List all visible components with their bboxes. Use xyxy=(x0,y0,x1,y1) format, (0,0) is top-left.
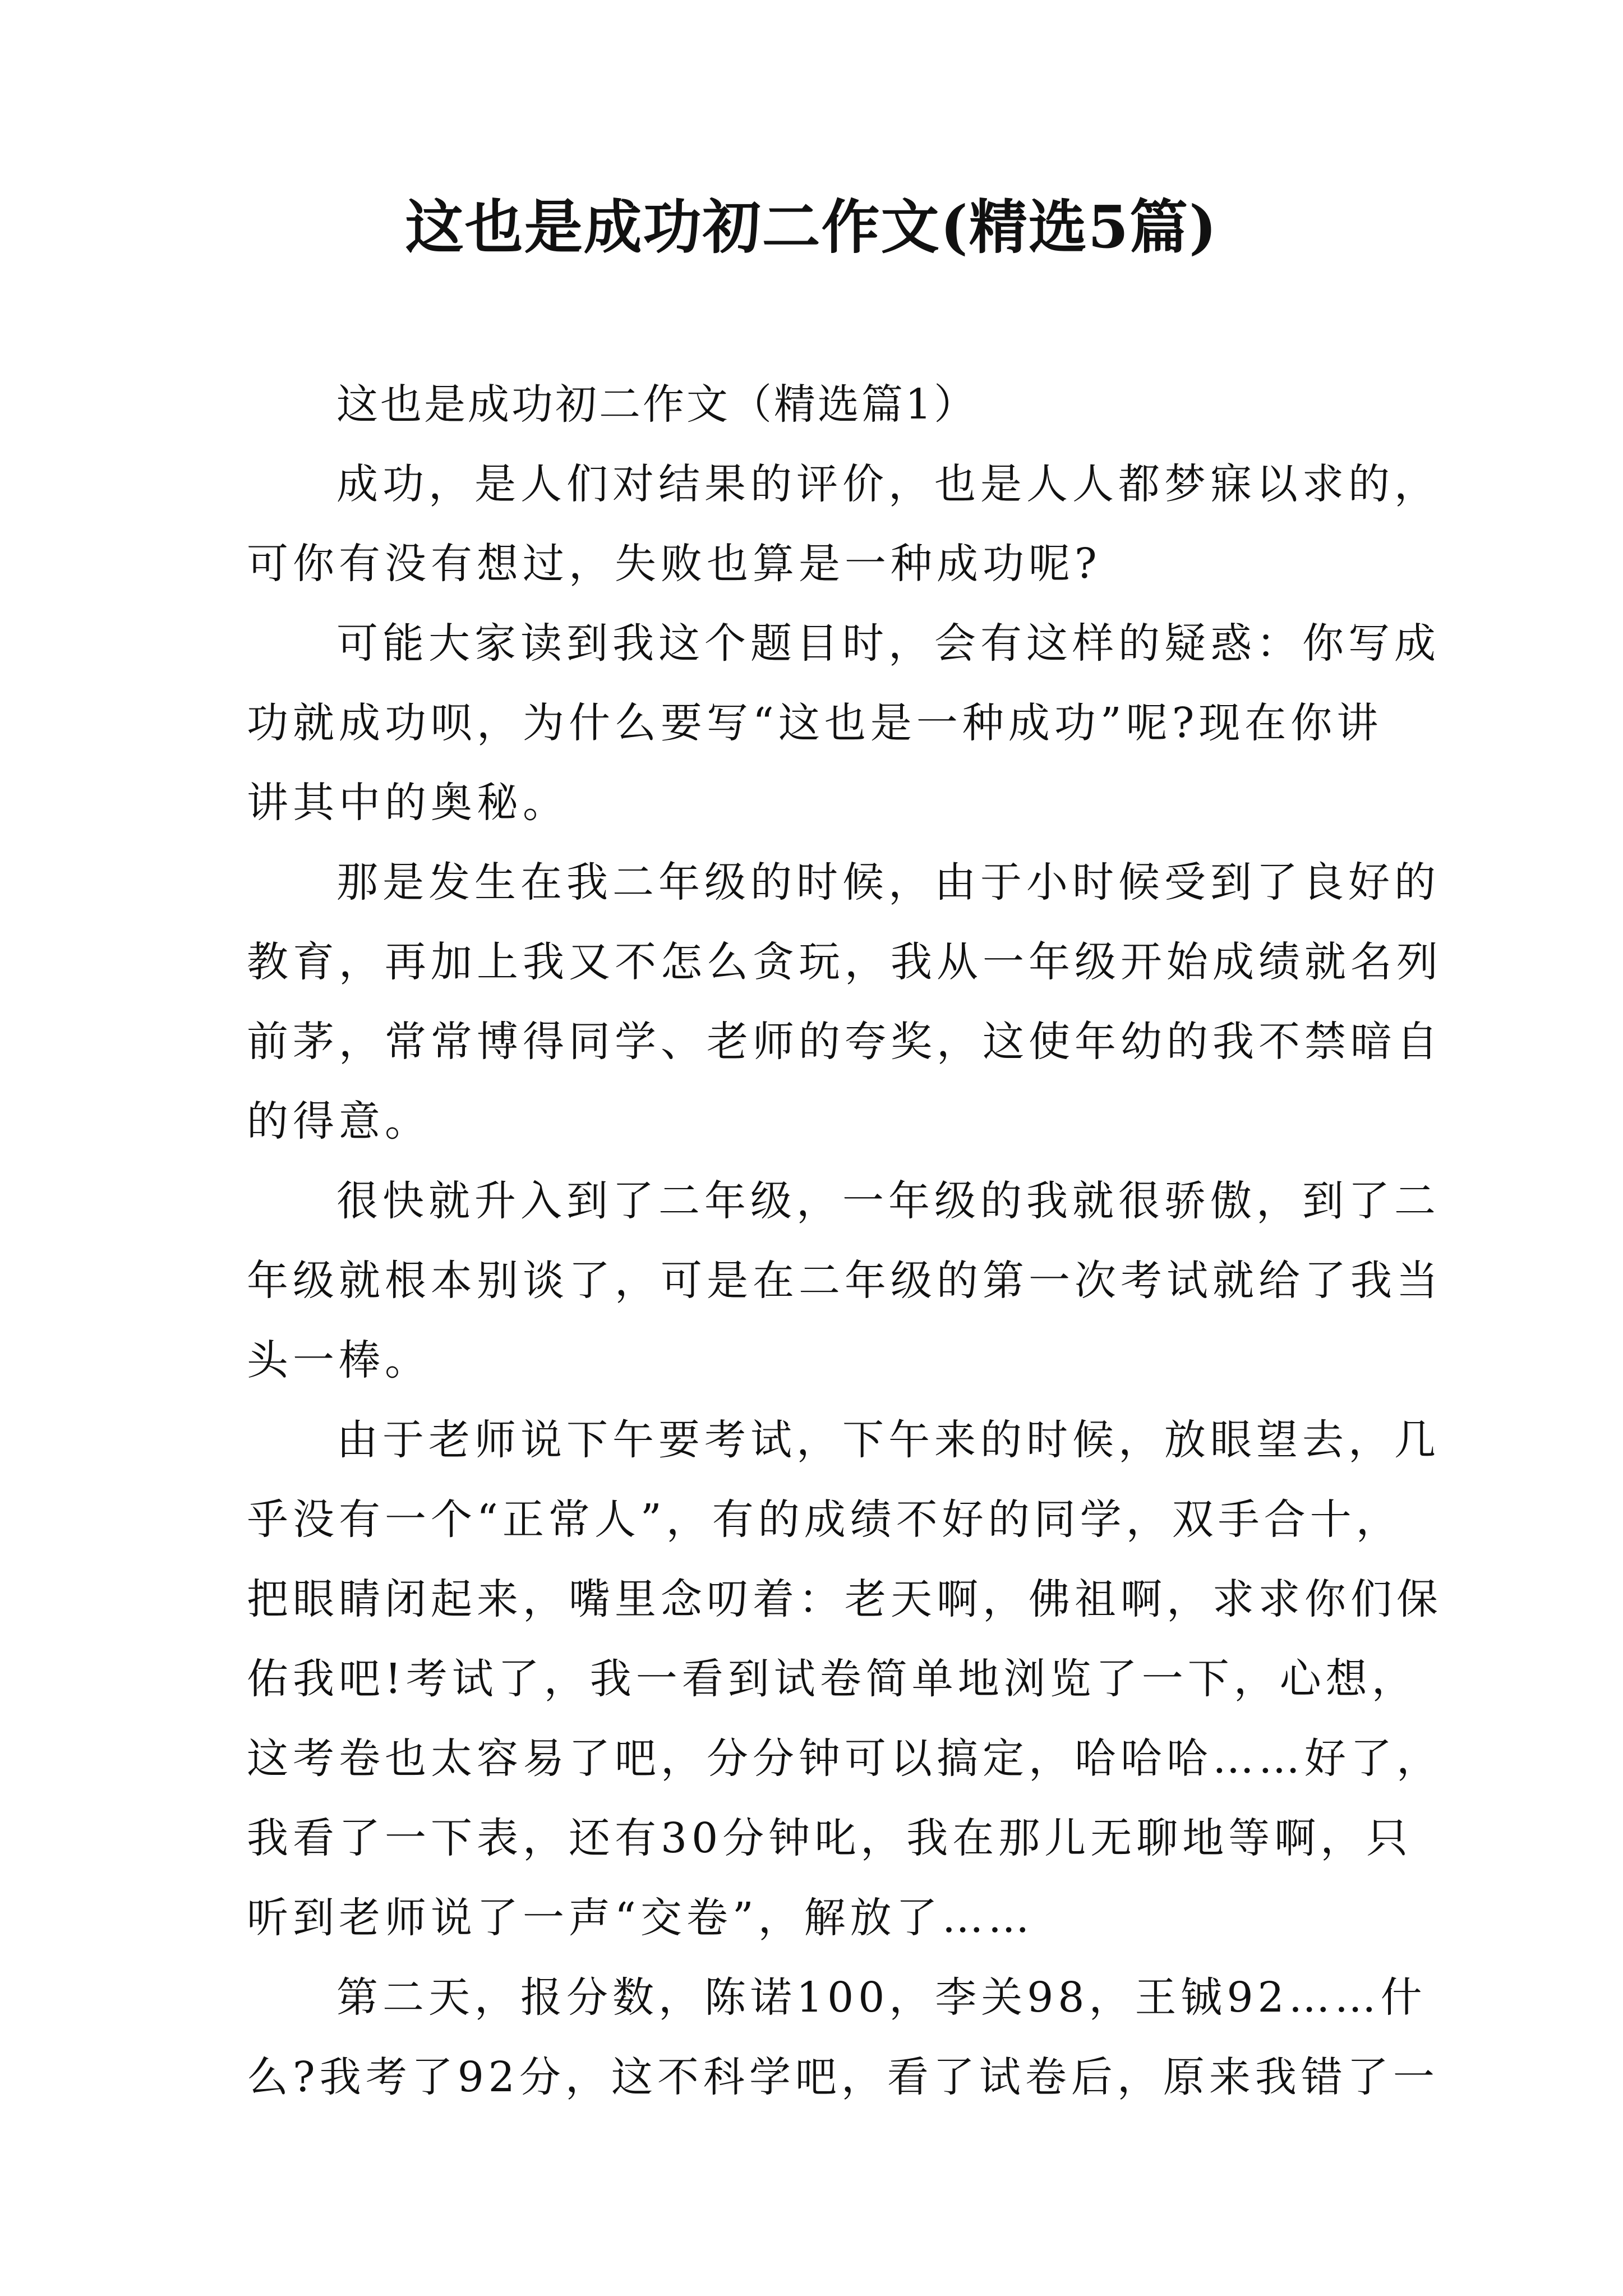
text-line: 么 ? 我 考 了 9 2 分 ， 这 不 科 学 吧 ， 看 了 试 卷 后 ， 原 来 我 错 了 一 xyxy=(247,2053,1439,2101)
text-line: 由 于 老 师 说 下 午 要 考 试 ， 下 午 来 的 时 候 ， 放 眼 望 去 ， 几 xyxy=(336,1416,1440,1464)
text-line: 头一棒。 xyxy=(247,1336,431,1384)
article-body xyxy=(247,365,1442,2117)
text-line: 前 茅 ， 常 常 博 得 同 学 、 老 师 的 夸 奖 ， 这 使 年 幼 的 我 不 禁 暗 自 xyxy=(247,1018,1442,1066)
text-line: 把 眼 睛 闭 起 来 ， 嘴 里 念 叨 着 ： 老 天 啊 ， 佛 祖 啊 ， 求 求 你 们 保 xyxy=(247,1575,1442,1623)
text-line: 这 考 卷 也 太 容 易 了 吧 ， 分 分 钟 可 以 搞 定 ， 哈 哈 哈 … … 好 了 ， xyxy=(247,1734,1442,1783)
text-line: 可你有没有想过，失败也算是一种成功呢? xyxy=(247,540,1101,588)
text-line: 佑 我 吧 ! 考 试 了 ， 我 一 看 到 试 卷 简 单 地 浏 览 了 一 下 ， 心 想 ， xyxy=(247,1655,1418,1703)
text-line: 我 看 了 一 下 表 ， 还 有 3 0 分 钟 叱 ， 我 在 那 儿 无 聊 地 等 啊 ， 只 xyxy=(247,1814,1413,1862)
section-heading: 这也是成功初二作文（精选篇1） xyxy=(336,380,978,429)
text-line: 很 快 就 升 入 到 了 二 年 级 ， 一 年 级 的 我 就 很 骄 傲 ， 到 了 二 xyxy=(336,1177,1440,1225)
text-line: 那 是 发 生 在 我 二 年 级 的 时 候 ， 由 于 小 时 候 受 到 了 良 好 的 xyxy=(336,858,1440,907)
text-line: 乎 没 有 一 个 “ 正 常 人 ” ， 有 的 成 绩 不 好 的 同 学 ， 双 手 合 十 ， xyxy=(247,1496,1402,1544)
text-line: 教 育 ， 再 加 上 我 又 不 怎 么 贪 玩 ， 我 从 一 年 级 开 始 成 绩 就 名 列 xyxy=(247,938,1442,986)
text-line: 的得意。 xyxy=(247,1097,431,1145)
text-line: 可 能 大 家 读 到 我 这 个 题 目 时 ， 会 有 这 样 的 疑 惑 ： 你 写 成 xyxy=(336,619,1440,668)
text-line: 功 就 成 功 呗 ， 为 什 么 要 写 “ 这 也 是 一 种 成 功 ” 呢 ? 现 在 你 讲 xyxy=(247,699,1383,747)
text-line: 第 二 天 ， 报 分 数 ， 陈 诺 1 0 0 ， 李 关 9 8 ， 王 铖 9 2 … … 什 xyxy=(336,1973,1427,2022)
text-line: 年 级 就 根 本 别 谈 了 ， 可 是 在 二 年 级 的 第 一 次 考 试 就 给 了 我 当 xyxy=(247,1257,1442,1305)
text-line: 成 功 ， 是 人 们 对 结 果 的 评 价 ， 也 是 人 人 都 梦 寐 以 求 的 ， xyxy=(336,460,1440,508)
text-line: 讲其中的奥秘。 xyxy=(247,779,569,827)
text-line: 听到老师说了一声“交卷”，解放了…… xyxy=(247,1894,1034,1942)
document-title: 这也是成功初二作文(精选5篇) xyxy=(405,192,1218,261)
